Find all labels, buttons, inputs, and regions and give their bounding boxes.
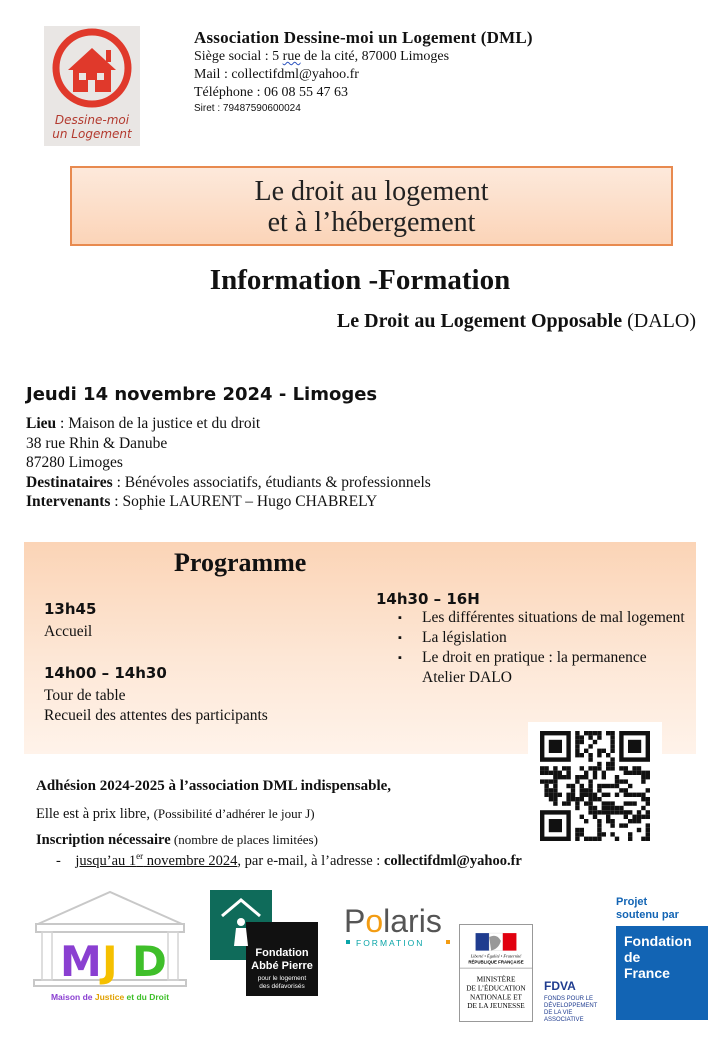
svg-text:Abbé Pierre: Abbé Pierre — [251, 960, 313, 972]
slot1-time: 13h45 — [44, 600, 97, 618]
svg-text:FDVA: FDVA — [544, 979, 576, 993]
marianne-icon — [476, 933, 517, 951]
svg-text:Fondation: Fondation — [624, 933, 692, 949]
svg-text:DE LA JEUNESSE: DE LA JEUNESSE — [467, 1002, 525, 1011]
svg-text:DÉVELOPPEMENT: DÉVELOPPEMENT — [544, 1003, 598, 1009]
svg-text:ASSOCIATIVE: ASSOCIATIVE — [544, 1017, 584, 1023]
mjd-caption: Maison de Justice et du Droit — [50, 992, 170, 1002]
svg-text:de: de — [624, 949, 641, 965]
slot2-line-2: Recueil des attentes des participants — [44, 707, 268, 724]
svg-text:Projet: Projet — [616, 896, 648, 908]
siege-social: Siège social : 5 rue de la cité, 87000 Limoges — [194, 49, 450, 64]
slot2-line-1: Tour de table — [44, 687, 126, 704]
slot1-text: Accueil — [44, 623, 93, 640]
address-line-1: 38 rue Rhin & Danube — [26, 434, 168, 452]
programme-title: Programme — [174, 548, 307, 577]
dalo-subtitle: Le Droit au Logement Opposable (DALO) — [336, 310, 696, 332]
deadline-line: - jusqu’au 1er novembre 2024, par e-mail, à l’adresse : collectifdml@yahoo.fr — [56, 851, 522, 869]
mail: Mail : collectifdml@yahoo.fr — [194, 67, 359, 82]
polaris-formation-logo — [342, 900, 458, 954]
svg-text:DE LA VIE: DE LA VIE — [544, 1010, 573, 1016]
inscription-line: Inscription nécessaire (nombre de places limitées) — [36, 832, 318, 848]
title-line-1: Le droit au logement — [254, 176, 489, 207]
svg-text:FONDS POUR LE: FONDS POUR LE — [544, 996, 594, 1002]
svg-text:soutenu par: soutenu par — [616, 909, 679, 921]
svg-text:M: M — [60, 937, 102, 986]
list-item: ▪ Les différentes situations de mal logement — [396, 608, 686, 628]
fdva-logo — [543, 978, 613, 1026]
qr-code-icon — [528, 722, 662, 850]
list-item: ▪ Le droit en pratique : la permanence Atelier DALO — [396, 648, 686, 688]
event-date: Jeudi 14 novembre 2024 - Limoges — [26, 384, 378, 405]
svg-text:NATIONALE ET: NATIONALE ET — [470, 993, 522, 1002]
svg-text:Liberté • Égalité • Fraternité: Liberté • Égalité • Fraternité — [470, 953, 522, 959]
ministere-logo — [459, 924, 533, 1022]
title-line-2: et à l’hébergement — [267, 207, 476, 238]
title-box — [70, 166, 673, 246]
slot2-time: 14h00 – 14h30 — [44, 664, 167, 682]
svg-text:J: J — [102, 937, 118, 986]
contact-email: collectifdml@yahoo.fr — [383, 852, 522, 869]
dml-logo — [44, 26, 140, 146]
slot3-time: 14h30 – 16H — [376, 590, 480, 608]
siret: Siret : 79487590600024 — [194, 103, 301, 114]
svg-text:Fondation: Fondation — [255, 947, 309, 959]
fondation-de-france-logo — [612, 892, 710, 1020]
fondation-abbe-pierre-logo — [210, 890, 318, 996]
svg-text:RÉPUBLIQUE FRANÇAISE: RÉPUBLIQUE FRANÇAISE — [468, 959, 524, 965]
svg-text:Polaris: Polaris — [344, 903, 442, 939]
svg-text:FORMATION: FORMATION — [356, 938, 425, 948]
svg-text:France: France — [624, 965, 670, 981]
event-details — [26, 414, 431, 512]
dml-logo-text-2: un Logement — [52, 127, 132, 141]
telephone: Téléphone : 06 08 55 47 63 — [194, 85, 348, 100]
prix-libre: Elle est à prix libre, (Possibilité d’adhérer le jour J) — [36, 806, 315, 822]
header-contact — [194, 28, 694, 116]
adhesion-title: Adhésion 2024-2025 à l’association DML indispensable, — [36, 778, 392, 794]
svg-text:D: D — [132, 937, 167, 986]
svg-text:des défavorisés: des défavorisés — [259, 983, 305, 990]
svg-text:pour le logement: pour le logement — [257, 975, 307, 982]
intervenants-line: Intervenants : Sophie LAURENT – Hugo CHABRELY — [26, 493, 378, 511]
slot3-list — [396, 608, 686, 688]
mjd-logo — [30, 888, 190, 1006]
info-title: Information -Formation — [209, 264, 511, 296]
address-line-2: 87280 Limoges — [26, 454, 123, 472]
svg-text:DE L’ÉDUCATION: DE L’ÉDUCATION — [466, 984, 526, 993]
svg-text:MINISTÈRE: MINISTÈRE — [476, 975, 516, 984]
org-name: Association Dessine-moi un Logement (DML) — [194, 28, 533, 47]
lieu-line: Lieu : Maison de la justice et du droit — [26, 415, 261, 432]
list-item: ▪ La législation — [396, 628, 686, 648]
destinataires-line: Destinataires : Bénévoles associatifs, étudiants & professionnels — [26, 473, 431, 491]
dml-logo-text-1: Dessine-moi — [54, 113, 130, 127]
